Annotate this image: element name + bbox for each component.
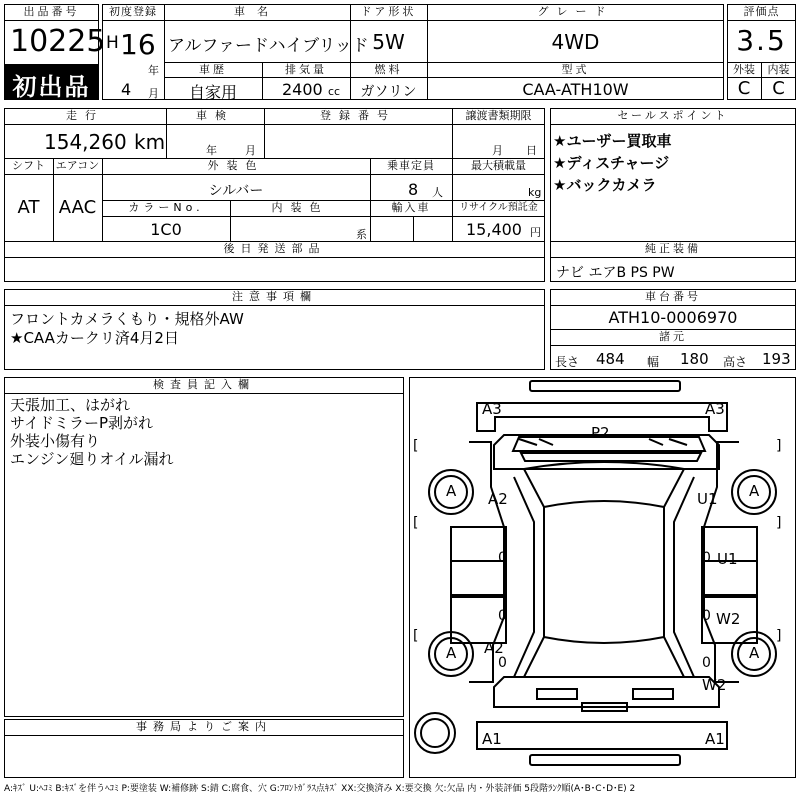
lot-number-label: 出品番号: [23, 5, 80, 18]
dims-label: 諸元: [659, 330, 687, 343]
height-label: 高さ: [723, 355, 748, 369]
mark-bracket-r2: ]: [776, 515, 782, 531]
mark-a1-left: A1: [482, 730, 502, 748]
mark-p2: P2: [591, 424, 610, 442]
first-listing-badge: [4, 64, 99, 100]
first-reg-label: 初度登録: [109, 5, 157, 18]
width-value: 180: [680, 350, 709, 368]
exterior-label: 外装: [733, 63, 755, 76]
grade-label: グレード: [537, 5, 614, 18]
lot-number: 10225: [10, 24, 106, 59]
mark-tire-rl: A: [446, 644, 457, 662]
genuine-equipment-value: ナビ エアB PS PW: [556, 265, 675, 281]
genuine-equipment-label: 純正装備: [645, 242, 701, 255]
score-value: 3.5: [736, 24, 787, 57]
mark-tire-fl: A: [446, 482, 457, 500]
mark-a2-lower: A2: [484, 639, 504, 657]
reg-number-label: 登録番号: [320, 109, 396, 122]
era: H: [106, 33, 119, 53]
year-unit: 年: [148, 64, 159, 77]
model-value: CAA-ATH10W: [522, 80, 629, 99]
history-label: 車歴: [199, 63, 227, 76]
mark-a1-right: A1: [705, 730, 725, 748]
month-unit: 月: [148, 87, 159, 100]
caution-line-2: ★CAAカークリ済4月2日: [10, 329, 179, 347]
fuel-label: 燃料: [374, 63, 403, 76]
mark-u1-right: U1: [717, 550, 738, 568]
color-no-label: カラーNo.: [128, 201, 204, 214]
displacement-label: 排気量: [285, 63, 327, 76]
shift-value: AT: [17, 197, 40, 218]
width-label: 幅: [647, 355, 660, 369]
inspector-line-4: エンジン廻りオイル漏れ: [10, 450, 174, 468]
transfer-month-unit: 月: [492, 144, 503, 157]
max-load-unit: kg: [528, 186, 542, 199]
sales-points-label: セールスポイント: [617, 109, 729, 122]
caution-line-1: フロントカメラくもり・規格外AW: [10, 310, 244, 328]
mark-zero-5: 0: [498, 655, 507, 671]
ac-label: エアコン: [55, 159, 100, 172]
mileage-unit: km: [134, 130, 166, 154]
mark-tire-fr: A: [749, 482, 760, 500]
capacity-unit: 人: [432, 186, 443, 199]
mark-a2-upper: A2: [488, 490, 508, 508]
recycle-unit: 円: [530, 226, 541, 239]
capacity-label: 乗車定員: [387, 159, 435, 172]
displacement-value: 2400: [282, 80, 323, 99]
transfer-day-unit: 日: [526, 144, 537, 157]
mark-bracket-r1: ]: [776, 438, 782, 454]
interior-label: 内装: [767, 63, 790, 76]
mark-bracket-r3: ]: [776, 628, 782, 644]
ext-color-value: シルバー: [208, 183, 264, 199]
mark-zero-1: 0: [498, 550, 507, 566]
first-reg-month: 4: [121, 80, 132, 99]
length-value: 484: [596, 350, 625, 368]
recycle-label: リサイクル預託金: [459, 202, 538, 213]
inspection-year-unit: 年: [206, 144, 217, 157]
int-color-label: 内装色: [271, 201, 329, 214]
inspector-label: 検査員記入欄: [153, 378, 255, 391]
office-label: 事務局よりご案内: [136, 720, 272, 733]
int-color-unit: 系: [356, 228, 367, 241]
capacity-value: 8: [408, 180, 419, 199]
transfer-label: 譲渡書類期限: [465, 109, 532, 122]
door-label: ドア形状: [360, 5, 417, 18]
inspector-line-3: 外装小傷有り: [10, 432, 101, 450]
mileage-value: 154,260: [44, 130, 127, 154]
first-listing-text: 初出品: [12, 73, 91, 101]
mark-u1-upper: U1: [697, 490, 718, 508]
import-label: 輸入車: [391, 201, 431, 214]
grade-value: 4WD: [551, 30, 600, 54]
height-value: 193: [762, 350, 791, 368]
legend-text: A:ｷｽﾞ U:ﾍｺﾐ B:ｷｽﾞを伴うﾍｺﾐ P:要塗装 W:補修跡 S:錆 C:腐食、穴 G:ﾌﾛﾝﾄｶﾞﾗｽ点ｷｽﾞ XX:交換済み X:要交換 欠:欠品 内・外装評価 5段階ﾗﾝｸ順(A･B･C･D･E) 2: [4, 784, 636, 794]
mark-bracket-l1: [: [413, 438, 419, 454]
model-label: 型式: [561, 63, 590, 76]
sales-point-3: ★バックカメラ: [553, 176, 657, 194]
mark-tire-rr: A: [749, 644, 760, 662]
caution-label: 注意事項欄: [232, 290, 317, 303]
exterior-value: C: [737, 78, 751, 99]
inspection-label: 車検: [196, 109, 234, 122]
shift-label: シフト: [12, 159, 45, 172]
inspection-month-unit: 月: [245, 144, 256, 157]
mark-zero-6: 0: [702, 655, 711, 671]
recycle-value: 15,400: [466, 220, 522, 239]
mark-w2-right: W2: [716, 610, 741, 628]
inspector-line-1: 天張加工、はがれ: [10, 396, 131, 414]
mark-zero-4: 0: [702, 608, 711, 624]
fuel-value: ガソリン: [360, 84, 417, 100]
max-load-label: 最大積載量: [471, 159, 526, 172]
mark-a3-left: A3: [482, 400, 502, 418]
interior-value: C: [772, 78, 785, 99]
inspector-line-2: サイドミラーP剥がれ: [10, 414, 153, 432]
chassis-label: 車台番号: [645, 290, 701, 303]
mark-bracket-l2: [: [413, 515, 419, 531]
door-value: 5W: [372, 30, 405, 54]
sales-point-2: ★ディスチャージ: [553, 154, 670, 172]
mark-a3-right: A3: [705, 400, 725, 418]
car-name-label: 車名: [234, 5, 280, 18]
color-no-value: 1C0: [150, 220, 182, 239]
ac-value: AAC: [58, 197, 97, 218]
sales-point-1: ★ユーザー買取車: [553, 132, 672, 150]
mark-zero-2: 0: [702, 550, 711, 566]
chassis-value: ATH10-0006970: [608, 308, 738, 327]
later-parts-label: 後日発送部品: [223, 242, 326, 255]
ext-color-label: 外装色: [207, 159, 265, 172]
mark-w2-lower: W2: [702, 676, 727, 694]
mark-bracket-l3: [: [413, 628, 419, 644]
length-label: 長さ: [555, 355, 580, 369]
first-reg-year: 16: [120, 28, 156, 61]
mileage-label: 走行: [66, 109, 104, 122]
displacement-unit: cc: [328, 85, 341, 98]
mark-zero-3: 0: [498, 608, 507, 624]
car-name: アルファードハイブリッド: [168, 36, 369, 56]
history-value: 自家用: [188, 83, 237, 102]
score-label: 評価点: [743, 5, 780, 18]
